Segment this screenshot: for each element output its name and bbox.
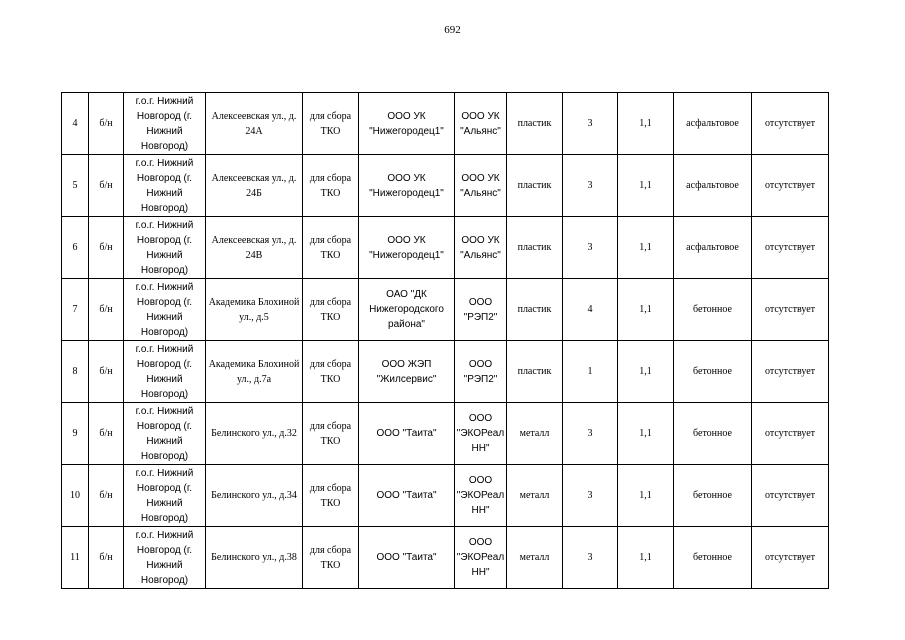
purpose-cell: для сбора ТКО <box>303 341 359 403</box>
locality-cell: г.о.г. Нижний Новгород (г. Нижний Новгород) <box>124 93 206 155</box>
purpose-cell: для сбора ТКО <box>303 527 359 589</box>
address-cell: Алексеевская ул., д. 24Б <box>206 155 303 217</box>
container-count-cell: 1 <box>563 341 618 403</box>
registry-number-cell: б/н <box>89 217 124 279</box>
container-volume-cell: 1,1 <box>618 217 674 279</box>
container-count-cell: 3 <box>563 93 618 155</box>
locality-cell: г.о.г. Нижний Новгород (г. Нижний Новгород) <box>124 341 206 403</box>
container-volume-cell: 1,1 <box>618 527 674 589</box>
operator-cell: ООО "РЭП2" <box>455 279 507 341</box>
surface-cell: асфальтовое <box>674 93 752 155</box>
fence-cell: отсутствует <box>752 341 829 403</box>
row-number-cell: 8 <box>62 341 89 403</box>
container-count-cell: 3 <box>563 217 618 279</box>
table-row <box>62 93 829 155</box>
locality-cell: г.о.г. Нижний Новгород (г. Нижний Новгород) <box>124 527 206 589</box>
fence-cell: отсутствует <box>752 403 829 465</box>
locality-cell: г.о.г. Нижний Новгород (г. Нижний Новгород) <box>124 155 206 217</box>
row-number-cell: 10 <box>62 465 89 527</box>
registry-number-cell: б/н <box>89 403 124 465</box>
fence-cell: отсутствует <box>752 279 829 341</box>
registry-number-cell: б/н <box>89 155 124 217</box>
material-cell: пластик <box>507 93 563 155</box>
container-count-cell: 3 <box>563 527 618 589</box>
container-volume-cell: 1,1 <box>618 403 674 465</box>
locality-cell: г.о.г. Нижний Новгород (г. Нижний Новгород) <box>124 403 206 465</box>
table-row <box>62 279 829 341</box>
row-number-cell: 11 <box>62 527 89 589</box>
operator-cell: ООО "РЭП2" <box>455 341 507 403</box>
locality-cell: г.о.г. Нижний Новгород (г. Нижний Новгород) <box>124 217 206 279</box>
owner-cell: ООО УК "Нижегородец1" <box>359 217 455 279</box>
container-count-cell: 3 <box>563 465 618 527</box>
address-cell: Белинского ул., д.32 <box>206 403 303 465</box>
purpose-cell: для сбора ТКО <box>303 217 359 279</box>
surface-cell: асфальтовое <box>674 155 752 217</box>
fence-cell: отсутствует <box>752 217 829 279</box>
owner-cell: ООО "Таита" <box>359 465 455 527</box>
container-volume-cell: 1,1 <box>618 155 674 217</box>
row-number-cell: 7 <box>62 279 89 341</box>
surface-cell: бетонное <box>674 279 752 341</box>
material-cell: пластик <box>507 341 563 403</box>
owner-cell: ООО УК "Нижегородец1" <box>359 155 455 217</box>
operator-cell: ООО "ЭКОРеал НН" <box>455 465 507 527</box>
surface-cell: бетонное <box>674 403 752 465</box>
owner-cell: ООО "Таита" <box>359 403 455 465</box>
surface-cell: бетонное <box>674 465 752 527</box>
row-number-cell: 4 <box>62 93 89 155</box>
fence-cell: отсутствует <box>752 527 829 589</box>
page-number: 692 <box>444 24 461 36</box>
surface-cell: асфальтовое <box>674 217 752 279</box>
purpose-cell: для сбора ТКО <box>303 279 359 341</box>
container-count-cell: 3 <box>563 155 618 217</box>
address-cell: Алексеевская ул., д. 24В <box>206 217 303 279</box>
container-count-cell: 3 <box>563 403 618 465</box>
material-cell: металл <box>507 465 563 527</box>
registry-number-cell: б/н <box>89 527 124 589</box>
purpose-cell: для сбора ТКО <box>303 155 359 217</box>
material-cell: пластик <box>507 155 563 217</box>
address-cell: Белинского ул., д.38 <box>206 527 303 589</box>
table-row <box>62 217 829 279</box>
container-sites-table <box>61 92 829 589</box>
address-cell: Алексеевская ул., д. 24А <box>206 93 303 155</box>
table-row <box>62 527 829 589</box>
operator-cell: ООО "ЭКОРеал НН" <box>455 403 507 465</box>
surface-cell: бетонное <box>674 341 752 403</box>
operator-cell: ООО "ЭКОРеал НН" <box>455 527 507 589</box>
purpose-cell: для сбора ТКО <box>303 403 359 465</box>
container-volume-cell: 1,1 <box>618 465 674 527</box>
address-cell: Академика Блохиной ул., д.7а <box>206 341 303 403</box>
owner-cell: ООО ЖЭП "Жилсервис" <box>359 341 455 403</box>
table-row <box>62 465 829 527</box>
address-cell: Академика Блохиной ул., д.5 <box>206 279 303 341</box>
material-cell: пластик <box>507 279 563 341</box>
fence-cell: отсутствует <box>752 93 829 155</box>
registry-number-cell: б/н <box>89 93 124 155</box>
row-number-cell: 9 <box>62 403 89 465</box>
owner-cell: ООО УК "Нижегородец1" <box>359 93 455 155</box>
row-number-cell: 5 <box>62 155 89 217</box>
material-cell: металл <box>507 527 563 589</box>
surface-cell: бетонное <box>674 527 752 589</box>
table-row <box>62 403 829 465</box>
container-volume-cell: 1,1 <box>618 93 674 155</box>
registry-number-cell: б/н <box>89 279 124 341</box>
material-cell: металл <box>507 403 563 465</box>
operator-cell: ООО УК "Альянс" <box>455 155 507 217</box>
registry-number-cell: б/н <box>89 465 124 527</box>
container-volume-cell: 1,1 <box>618 279 674 341</box>
registry-number-cell: б/н <box>89 341 124 403</box>
owner-cell: ООО "Таита" <box>359 527 455 589</box>
locality-cell: г.о.г. Нижний Новгород (г. Нижний Новгород) <box>124 279 206 341</box>
container-volume-cell: 1,1 <box>618 341 674 403</box>
table-row <box>62 341 829 403</box>
fence-cell: отсутствует <box>752 465 829 527</box>
row-number-cell: 6 <box>62 217 89 279</box>
address-cell: Белинского ул., д.34 <box>206 465 303 527</box>
operator-cell: ООО УК "Альянс" <box>455 93 507 155</box>
operator-cell: ООО УК "Альянс" <box>455 217 507 279</box>
material-cell: пластик <box>507 217 563 279</box>
purpose-cell: для сбора ТКО <box>303 93 359 155</box>
owner-cell: ОАО "ДК Нижегородского района" <box>359 279 455 341</box>
table-row <box>62 155 829 217</box>
container-count-cell: 4 <box>563 279 618 341</box>
locality-cell: г.о.г. Нижний Новгород (г. Нижний Новгород) <box>124 465 206 527</box>
purpose-cell: для сбора ТКО <box>303 465 359 527</box>
fence-cell: отсутствует <box>752 155 829 217</box>
